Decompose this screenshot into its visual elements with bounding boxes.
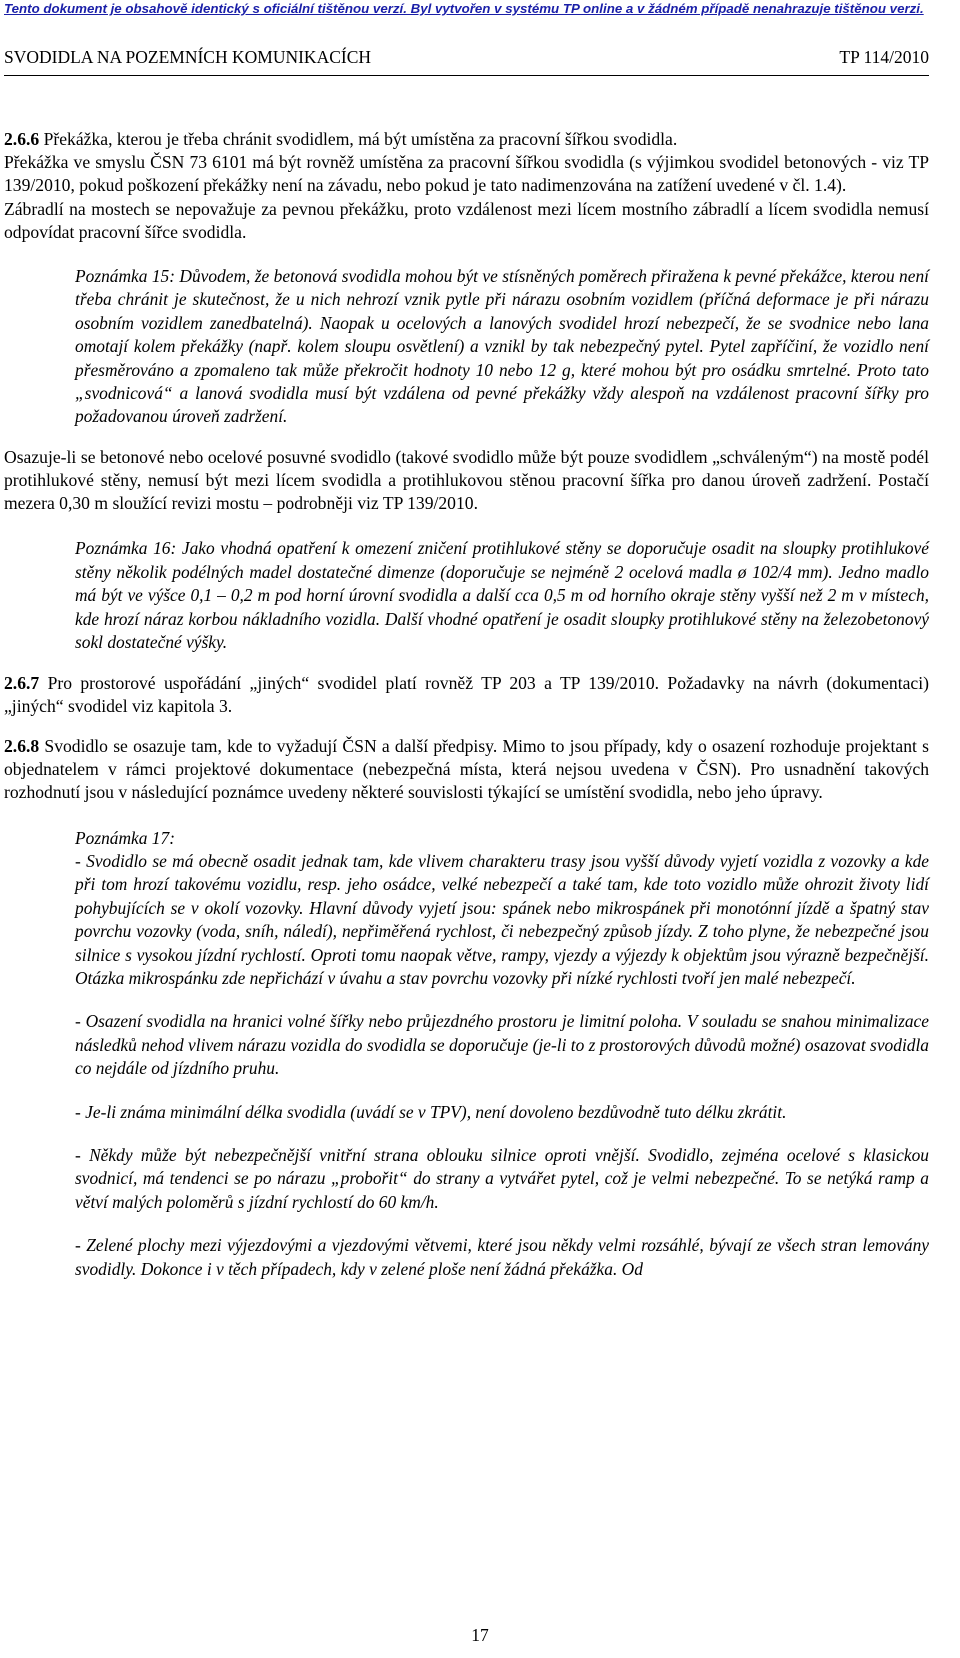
section-number: 2.6.8	[4, 735, 40, 756]
note-17-item: - Zelené plochy mezi výjezdovými a vjezdovými větvemi, které jsou někdy velmi rozsáhlé, bývají ze všech stran lemovány svodidly. Dokonce i v těch případech, kdy v zelené ploše není žádná překážka. Od	[75, 1235, 929, 1279]
note-17-item: - Někdy může být nebezpečnější vnitřní strana oblouku silnice oproti vnější. Svodidlo, zejména ocelové s klasickou svodnicí, má tendenci se po nárazu „probořit“ do strany a vytvářet pytel, což je velmi nebezpečné. To se netýká ramp a větví malých poloměrů s jízdní rychlostí do 60 km/h.	[75, 1144, 929, 1212]
paragraph: Osazuje-li se betonové nebo ocelové posuvné svodidlo (takové svodidlo může být pouze svodidlem „schváleným“) na mostě podél protihlukové stěny, nemusí být mezi lícem svodidla a protihlukovou stěnou pracovní šířka pro danou úroveň zadržení. Postačí mezera 0,30 m sloužící revizi mostu – podrobněji viz TP 139/2010.	[4, 446, 929, 514]
body-text	[4, 128, 929, 1281]
header-rule	[4, 75, 929, 76]
section-number: 2.6.7	[4, 672, 40, 693]
header-title: SVODIDLA NA POZEMNÍCH KOMUNIKACÍCH	[4, 47, 372, 67]
section-lead: Překážka, kterou je třeba chránit svodidlem, má být umístěna za pracovní šířkou svodidla.	[43, 129, 678, 149]
paragraph: Zábradlí na mostech se nepovažuje za pevnou překážku, proto vzdálenost mezi lícem mostního zábradlí a lícem svodidla nemusí odpovídat pracovní šířce svodidla.	[4, 198, 929, 242]
section-2-6-7	[4, 672, 929, 718]
section-2-6-6-heading	[4, 128, 929, 151]
note-17-item: - Svodidlo se má obecně osadit jednak tam, kde vlivem charakteru trasy jsou vyšší důvody vyjetí vozidla z vozovky a kde při tom hrozí takovému vozidlu, resp. jeho osádce, velké nebezpečí a také tam, kde toto vozidlo může ohrozit životy lidí pohybujících se v okolí vozovky. Hlavní důvody vyjetí jsou: spánek nebo mikrospánek při monotónní jízdě a špatný stav povrchu vozovky (voda, sníh, náledí), nepřiměřená rychlost, či nebezpečný způsob jízdy. Z toho plyne, že nebezpečné jsou silnice s vysokou jízdní rychlostí. Oproti tomu naopak větve, rampy, vjezdy a výjezdy k objektům jsou výrazně bezpečnější. Otázka mikrospánku zde nepřichází v úvahu a stav povrchu vozovky při nízké rychlosti tvoří jen malé nebezpečí.	[75, 850, 929, 988]
note-17-item: - Je-li známa minimální délka svodidla (uvádí se v TPV), není dovoleno bezdůvodně tuto délku zkrátit.	[75, 1101, 787, 1122]
note-15: Poznámka 15: Důvodem, že betonová svodidla mohou být ve stísněných poměrech přiražena k pevné překážce, kterou není třeba chránit je skutečnost, že u nich nehrozí vznik pytle při nárazu osobním vozidlem (příčná deformace je při nárazu osobním vozidlem zanedbatelná). Naopak u ocelových a lanových svodidel hrozí nebezpečí, že se svodnice nebo lana omotají kolem překážky (např. kolem sloupu osvětlení) a vznikl by tak nebezpečný pytel. Pytel zapříčiní, že vozidlo není přesměrováno a zpomaleno tak může překročit hodnoty 10 nebo 12 g, které mohou být pro osádku smrtelné. Proto tato „svodnicová“ a lanová svodidla musí být vzdálena od pevné překážky vždy alespoň na vzdálenost pracovní šířky pro požadovanou úroveň zadržení.	[75, 266, 929, 427]
note-17-item: - Osazení svodidla na hranici volné šířky nebo průjezdného prostoru je limitní poloha. V souladu se snahou minimalizace následků nehod vlivem nárazu vozidla do svodidla se doporučuje (je-li to z prostorových důvodů možné) osazovat svodidla co nejdále od jízdního pruhu.	[75, 1011, 929, 1079]
note-17-title: Poznámka 17:	[75, 827, 175, 848]
section-text: Svodidlo se osazuje tam, kde to vyžadují ČSN a další předpisy. Mimo to jsou případy, kdy o osazení rozhoduje projektant s objednatelem v rámci projektové dokumentace (nebezpečná místa, která nejsou uvedena v ČSN). Pro usnadnění takových rozhodnutí jsou v následující poznámce uvedeny některé souvislosti týkající se umístění svodidla, nebo jeho úpravy.	[4, 735, 929, 803]
official-version-notice: Tento dokument je obsahově identický s oficiální tištěnou verzí. Byl vytvořen v systému TP online a v žádném případě nenahrazuje tištěnou verzi.	[4, 1, 924, 16]
note-16: Poznámka 16: Jako vhodná opatření k omezení zničení protihlukové stěny se doporučuje osadit na sloupky protihlukové stěny několik podélných madel dostatečné dimenze (doporučuje se nejméně 2 ocelová madla ø 102/4 mm). Jedno madlo má být ve výšce 0,1 – 0,2 m pod horní úrovní svodidla a další cca 0,5 m od horního okraje stěny vyšší než 2 m v místech, kde hrozí náraz korbou nákladního vozidla. Další vhodné opatření je osadit sloupky protihlukové stěny na železobetonový sokl dostatečné výšky.	[75, 538, 929, 653]
section-text: Pro prostorové uspořádání „jiných“ svodidel platí rovněž TP 203 a TP 139/2010. Požadavky na návrh (dokumentaci) „jiných“ svodidel viz kapitola 3.	[4, 672, 929, 716]
section-number: 2.6.6	[4, 129, 40, 149]
paragraph: Překážka ve smyslu ČSN 73 6101 má být rovněž umístěna za pracovní šířkou svodidla (s výjimkou svodidel betonových - viz TP 139/2010, pokud poškození překážky není na závadu, nebo pokud je tato nadimenzována na zatížení uvedené v čl. 1.4).	[4, 152, 929, 196]
page-number: 17	[471, 1625, 489, 1645]
header-code: TP 114/2010	[839, 47, 929, 67]
running-header	[4, 47, 929, 68]
section-2-6-8	[4, 735, 929, 805]
